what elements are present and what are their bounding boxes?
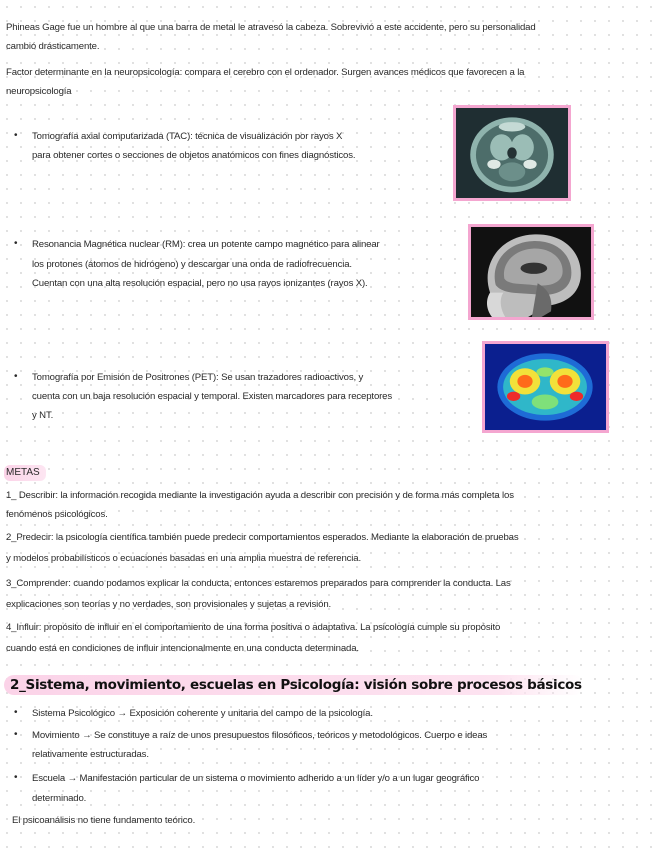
metas-line-2: fenómenos psicológicos. — [6, 509, 108, 520]
pet-line-1: Tomografía por Emisión de Positrones (PET): Se usan trazadores radioactivos, y — [32, 372, 364, 383]
bullet-dot: • — [14, 729, 18, 740]
metas-line-8: cuando está en condiciones de influir intencionalmente en una conducta determinada. — [6, 643, 359, 654]
metas-line-1: 1_ Describir: la información recogida mediante la investigación ayuda a describir con precisión y de forma más completa los — [6, 490, 514, 501]
mri-brain-image — [468, 224, 594, 320]
bullet-dot: • — [14, 772, 18, 783]
bullet-dot: • — [14, 130, 18, 141]
tac-line-1: Tomografía axial computarizada (TAC): técnica de visualización por rayos X — [32, 131, 343, 142]
escuela-line-1: Escuela → Manifestación particular de un sistema o movimiento adherido a un líder y/o a un lugar geográfico — [32, 773, 480, 784]
rm-line-3: Cuentan con una alta resolución espacial, pero no usa rayos ionizantes (rayos X). — [32, 278, 368, 289]
movimiento-line-1: Movimiento → Se constituye a raíz de unos presupuestos filosóficos, teóricos y metodológicos. Cuerpo e ideas — [32, 730, 488, 741]
metas-line-3: 2_Predecir: la psicología científica también puede predecir comportamientos esperados. Mediante la elaboración de pruebas — [6, 532, 519, 543]
rm-line-2: los protones (átomos de hidrógeno) y descargar una onda de radiofrecuencia. — [32, 259, 352, 270]
footer-note: El psicoanálisis no tiene fundamento teórico. — [12, 815, 196, 826]
metas-heading: METAS — [4, 465, 46, 481]
movimiento-line-2: relativamente estructuradas. — [32, 749, 149, 760]
bullet-dot: • — [14, 707, 18, 718]
escuela-line-2: determinado. — [32, 793, 87, 804]
metas-line-7: 4_Influir: propósito de influir en el comportamiento de una forma positiva o adaptativa. La psicología cumple su propósito — [6, 622, 501, 633]
pet-scan-image — [482, 341, 609, 433]
ct-scan-image — [453, 105, 571, 201]
metas-line-5: 3_Comprender: cuando podamos explicar la conducta, entonces estaremos preparados para comprender la conducta. Las — [6, 578, 511, 589]
metas-line-6: explicaciones son teorías y no verdades, son provisionales y sujetas a revisión. — [6, 599, 332, 610]
section-2-title: 2_Sistema, movimiento, escuelas en Psicología: visión sobre procesos básicos — [4, 675, 584, 695]
tac-line-2: para obtener cortes o secciones de objetos anatómicos con fines diagnósticos. — [32, 150, 356, 161]
bullet-dot: • — [14, 238, 18, 249]
pet-line-2: cuenta con un baja resolución espacial y temporal. Existen marcadores para receptores — [32, 391, 393, 402]
intro-line-2: cambió drásticamente. — [6, 41, 100, 52]
intro-line-4: neuropsicología — [6, 86, 72, 97]
pet-line-3: y NT. — [32, 410, 54, 421]
intro-line-3: Factor determinante en la neuropsicología: compara el cerebro con el ordenador. Surgen avances médicos que favorecen a la — [6, 67, 525, 78]
intro-line-1: Phineas Gage fue un hombre al que una barra de metal le atravesó la cabeza. Sobrevivió a este accidente, pero su personalidad — [6, 22, 536, 33]
bullet-dot: • — [14, 371, 18, 382]
sistema-line: Sistema Psicológico → Exposición coherente y unitaria del campo de la psicología. — [32, 708, 373, 719]
metas-line-4: y modelos probabilísticos o ecuaciones basadas en una amplia muestra de referencia. — [6, 553, 361, 564]
rm-line-1: Resonancia Magnética nuclear (RM): crea un potente campo magnético para alinear — [32, 239, 380, 250]
